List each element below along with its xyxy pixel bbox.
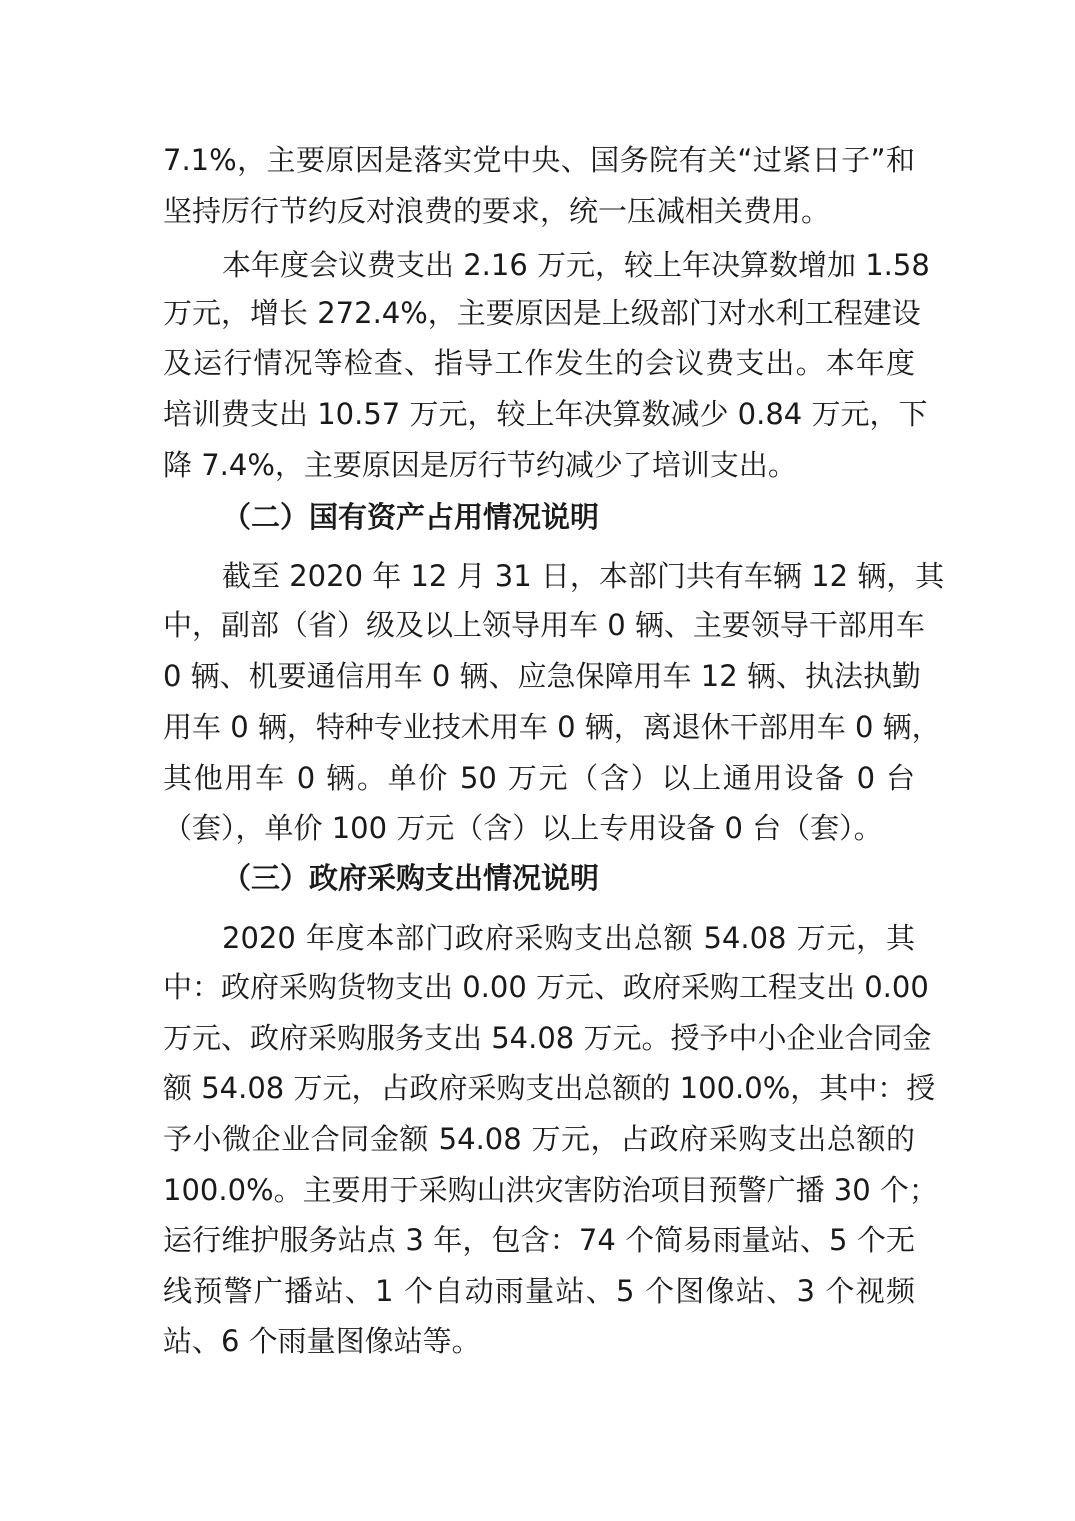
body-text-line: 予小微企业合同金额 54.08 万元，占政府采购支出总额的 xyxy=(163,1122,915,1156)
body-text-line: 培训费支出 10.57 万元，较上年决算数减少 0.84 万元，下 xyxy=(163,397,928,431)
paragraph-first-line: 本年度会议费支出 2.16 万元，较上年决算数增加 1.58 xyxy=(222,248,930,282)
paragraph-first-line: 2020 年度本部门政府采购支出总额 54.08 万元，其 xyxy=(222,921,915,955)
body-text-line: 运行维护服务站点 3 年，包含：74 个简易雨量站、5 个无 xyxy=(163,1223,915,1257)
body-text-line: 万元，增长 272.4%，主要原因是上级部门对水利工程建设 xyxy=(163,296,921,330)
body-text-line: 线预警广播站、1 个自动雨量站、5 个图像站、3 个视频 xyxy=(163,1274,915,1308)
body-text-line: 额 54.08 万元，占政府采购支出总额的 100.0%，其中：授 xyxy=(163,1071,936,1105)
body-text-line: 用车 0 辆，特种专业技术用车 0 辆，离退休干部用车 0 辆， xyxy=(163,710,941,744)
body-text-line: 100.0%。主要用于采购山洪灾害防治项目预警广播 30 个； xyxy=(163,1173,938,1207)
body-text-line: 0 辆、机要通信用车 0 辆、应急保障用车 12 辆、执法执勤 xyxy=(163,659,921,693)
section-heading: （二）国有资产占用情况说明 xyxy=(222,500,600,534)
body-text-line: 站、6 个雨量图像站等。 xyxy=(163,1324,481,1358)
paragraph-first-line: 截至 2020 年 12 月 31 日，本部门共有车辆 12 辆，其 xyxy=(222,559,945,593)
body-text-line: 中，副部（省）级及以上领导用车 0 辆、主要领导干部用车 xyxy=(163,608,925,642)
body-text-line: 中：政府采购货物支出 0.00 万元、政府采购工程支出 0.00 xyxy=(163,970,929,1004)
body-text-line: 坚持厉行节约反对浪费的要求，统一压减相关费用。 xyxy=(163,194,831,228)
body-text-line: 万元、政府采购服务支出 54.08 万元。授予中小企业合同金 xyxy=(163,1021,932,1055)
body-text-line: （套），单价 100 万元（含）以上专用设备 0 台（套）。 xyxy=(163,811,883,845)
body-text-line: 及运行情况等检查、指导工作发生的会议费支出。本年度 xyxy=(163,346,915,380)
body-text-line: 其他用车 0 辆。单价 50 万元（含）以上通用设备 0 台 xyxy=(163,761,915,795)
section-heading: （三）政府采购支出情况说明 xyxy=(222,861,600,895)
body-text-line: 7.1%，主要原因是落实党中央、国务院有关“过紧日子”和 xyxy=(163,143,915,177)
body-text-line: 降 7.4%，主要原因是厉行节约减少了培训支出。 xyxy=(163,448,797,482)
